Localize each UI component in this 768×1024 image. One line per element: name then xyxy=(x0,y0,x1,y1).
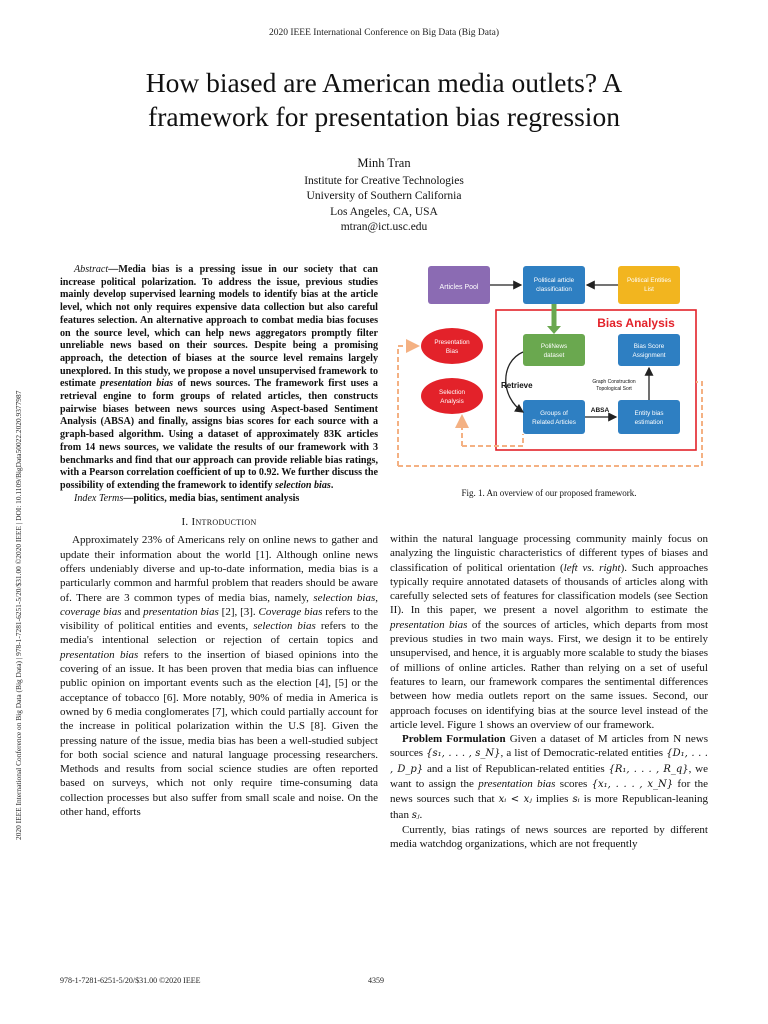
articles-pool-label: Articles Pool xyxy=(439,284,479,291)
retrieve-label: Retrieve xyxy=(501,381,533,390)
svg-text:Groups of: Groups of xyxy=(540,410,568,417)
svg-text:Entity bias: Entity bias xyxy=(634,410,664,417)
svg-text:Presentation: Presentation xyxy=(434,339,470,346)
author-name: Minh Tran xyxy=(357,156,411,170)
svg-text:Assignment: Assignment xyxy=(632,352,666,359)
conference-header: 2020 IEEE International Conference on Big Data (Big Data) xyxy=(268,28,500,38)
absa-label: ABSA xyxy=(590,407,610,414)
entity-bias-box xyxy=(618,400,680,434)
left-column xyxy=(60,264,378,819)
svg-text:Political article: Political article xyxy=(533,277,575,284)
affiliation-1: Institute for Creative Technologies xyxy=(304,174,464,187)
svg-text:Bias Score: Bias Score xyxy=(633,343,665,350)
political-article-box xyxy=(523,266,585,304)
right-column xyxy=(390,532,708,852)
side-doi-note: 2020 IEEE International Conference on Big Data (Big Data) | 978-1-7281-6251-5/20/$31.00 ©2020 IEEE | DOI: 10.1109/BigData50022.2020.9377987 xyxy=(14,390,23,840)
problem-formulation: Problem Formulation Given a dataset of M articles from N news sources {s₁, . . . , s_N}, a list of Democratic-related entities {D₁, . . . , D_p} and a list of Republican-related entities {R₁, . . . , R_q}, we want to assign the presentation bias scores {x₁, . . . , x_N} for the news sources such that xᵢ < xⱼ implies sᵢ is more Republican-leaning than sⱼ. xyxy=(390,733,709,821)
svg-text:estimation: estimation xyxy=(634,419,664,426)
page-number: 4359 xyxy=(368,976,384,985)
political-entities-box xyxy=(618,266,680,304)
bias-analysis-title: Bias Analysis xyxy=(597,316,675,330)
author-location: Los Angeles, CA, USA xyxy=(330,205,438,218)
intro-paragraph-right: within the natural language processing community mainly focus on analyzing the linguistic characteristics of different types of biases and classification of political orientation (left vs. right). Such approaches typically require annotated datasets of thousands of articles along with carefully selected sets of features for classification models (see Section II). In this paper, we present a novel algorithm to estimate the presentation bias of the sources of articles, which departs from most previous studies in two main ways. First, we design it to be entirely unsupervised, and hence, it is arguably more scalable to study the biases of millions of online articles. Rather than relying on a set of useful features to learn, our framework compares the sentimental differences between how media outlets report on the same issues. Second, our approach focuses on identifying bias at the source level instead of the article level. Figure 1 shows an overview of our framework. xyxy=(390,533,708,731)
abstract-lead: Abstract xyxy=(74,264,109,275)
abstract: Abstract—Media bias is a pressing issue in our society that can increase political polarization. To address the issue, previous studies mainly develop supervised learning models to identify bias at the article level, which not only requires expensive data collection but also careful features selection. An alternative approach to combat media bias focuses on the source level, which can help news aggregators promptly filter unreliable news based on their sources. Despite being a promising approach, the detection of biases at the source level remains largely unexplored. In this study, we propose a novel unsupervised framework to estimate presentation bias of news sources. The framework first uses a retrieval engine to form groups of related articles, then constructs pairwise biases between news sources using Aspect-based Sentiment Analysis (ABSA) and finally, assigns bias scores for each source with a graph-based algorithm. Using a dataset of approximately 83K articles from 14 news sources, we validate the results of our framework with 3 benchmarks and find that our approach can provide reliable bias ratings, with a Pearson correlation coefficient of up to 0.92. We further discuss the possibility of extending the framework to identify selection bias. xyxy=(60,264,378,491)
title-line-2: framework for presentation bias regression xyxy=(148,101,620,132)
selection-analysis-ellipse xyxy=(421,378,483,414)
svg-text:Selection: Selection xyxy=(439,389,465,396)
svg-text:Graph Construction: Graph Construction xyxy=(592,379,636,385)
polinews-box xyxy=(523,334,585,366)
svg-text:Political Entities: Political Entities xyxy=(626,277,672,284)
footer-isbn: 978-1-7281-6251-5/20/$31.00 ©2020 IEEE xyxy=(60,976,201,985)
groups-box xyxy=(523,400,585,434)
svg-text:Related Articles: Related Articles xyxy=(532,419,576,426)
svg-text:Bias: Bias xyxy=(445,348,459,355)
svg-text:classification: classification xyxy=(536,286,572,293)
author-email: mtran@ict.usc.edu xyxy=(340,221,428,233)
dashed-loop-presentation xyxy=(398,346,418,466)
framework-figure xyxy=(390,262,708,472)
svg-text:Analysis: Analysis xyxy=(440,398,464,405)
index-terms: Index Terms—politics, media bias, sentiment analysis xyxy=(74,492,300,504)
svg-text:PoliNews: PoliNews xyxy=(540,343,568,350)
presentation-bias-ellipse xyxy=(421,328,483,364)
intro-paragraph-left: Approximately 23% of Americans rely on online news to gather and update their information about the world [1]. Although online news offers undeniably diverse and up-to-date information, media bias is a particularly common and harmful problem that readers should be aware of. There are 3 common types of media bias, namely, selection bias, coverage bias and presentation bias [2], [3]. Coverage bias refers to the visibility of political entities and events, selection bias refers to the media's intentional selection or rejection of certain topics and presentation bias refers to the insertion of biased opinions into the covering of an issue. It has been proven that media bias can influence public opinion on important events such as the election [4], [5] or the acceptance of tobacco [6]. More notably, 90% of media in America is owned by 6 media conglomerates [7], which could partially account for the increase in political polarization within the U.S [8]. Given the pressing nature of the issue, media bias has been a well-studied subject for both social science and natural language processing researchers. Methods and results from social science studies are often reported based on surveys, which not only require time-consuming data collection processes but also suffer from small scale and noise. On the other hand, efforts xyxy=(60,534,379,818)
framework-diagram xyxy=(390,262,708,472)
svg-text:Topological Sort: Topological Sort xyxy=(596,386,632,392)
affiliation-2: University of Southern California xyxy=(306,190,462,202)
figure-caption: Fig. 1. An overview of our proposed framework. xyxy=(461,488,637,498)
svg-text:List: List xyxy=(644,286,654,293)
svg-text:dataset: dataset xyxy=(543,352,565,359)
bias-score-box xyxy=(618,334,680,366)
author-block xyxy=(0,156,768,236)
currently-paragraph: Currently, bias ratings of news sources are reported by different media watchdog organizations, which are not frequently xyxy=(390,823,708,851)
paper-title xyxy=(60,66,708,134)
section-heading-introduction: I. Introduction xyxy=(181,516,257,529)
title-line-1: How biased are American media outlets? A xyxy=(145,67,623,98)
